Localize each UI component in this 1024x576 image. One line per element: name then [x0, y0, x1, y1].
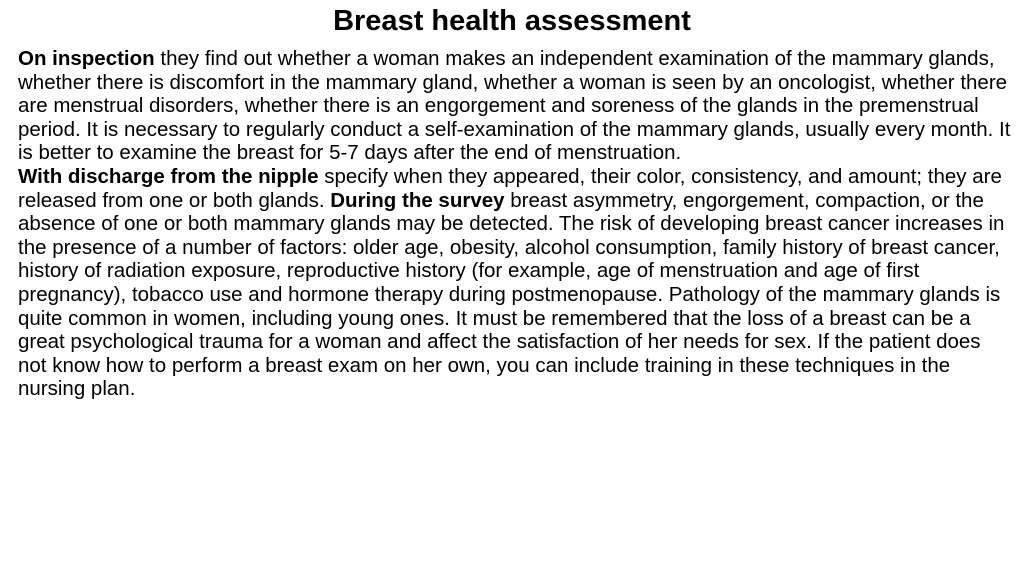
slide-body: [18, 47, 1013, 401]
bold-lead-inspection: On inspection: [18, 47, 155, 70]
bold-during-survey: During the survey: [330, 188, 505, 212]
slide-title: Breast health assessment: [333, 5, 691, 37]
bold-lead-discharge: With discharge from the nipple: [18, 164, 319, 188]
paragraph-discharge-text-1: specify when they appeared, their color, consistency, and amount; they are released from one or both glands.: [18, 164, 1002, 212]
paragraph-discharge-text-2: breast asymmetry, engorgement, compaction, or the absence of one or both mammary glands may be detected. The risk of developing breast cancer increases in the presence of a number of factors: older age, obesity, alcohol consumption, family history of breast cancer, history of radiation exposure, reproductive history (for example, age of menstruation and age of first pregnancy), tobacco use and hormone therapy during postmenopause. Pathology of the mammary glands is quite common in women, including young ones. It must be remembered that the loss of a breast can be a great psychological trauma for a woman and affect the satisfaction of her needs for sex. If the patient does not know how to perform a breast exam on her own, you can include training in these techniques in the nursing plan.: [18, 188, 1005, 401]
paragraph-inspection-text: they find out whether a woman makes an independent examination of the mammary glands, whether there is discomfort in the mammary gland, whether a woman is seen by an oncologist, whether there are menstrual disorders, whether there is an engorgement and soreness of the glands in the premenstrual period. It is necessary to regularly conduct a self-examination of the mammary glands, usually every month. It is better to examine the breast for 5-7 days after the end of menstruation.: [18, 47, 1011, 165]
paragraph-discharge: [18, 165, 1013, 401]
paragraph-inspection: [18, 47, 1013, 165]
